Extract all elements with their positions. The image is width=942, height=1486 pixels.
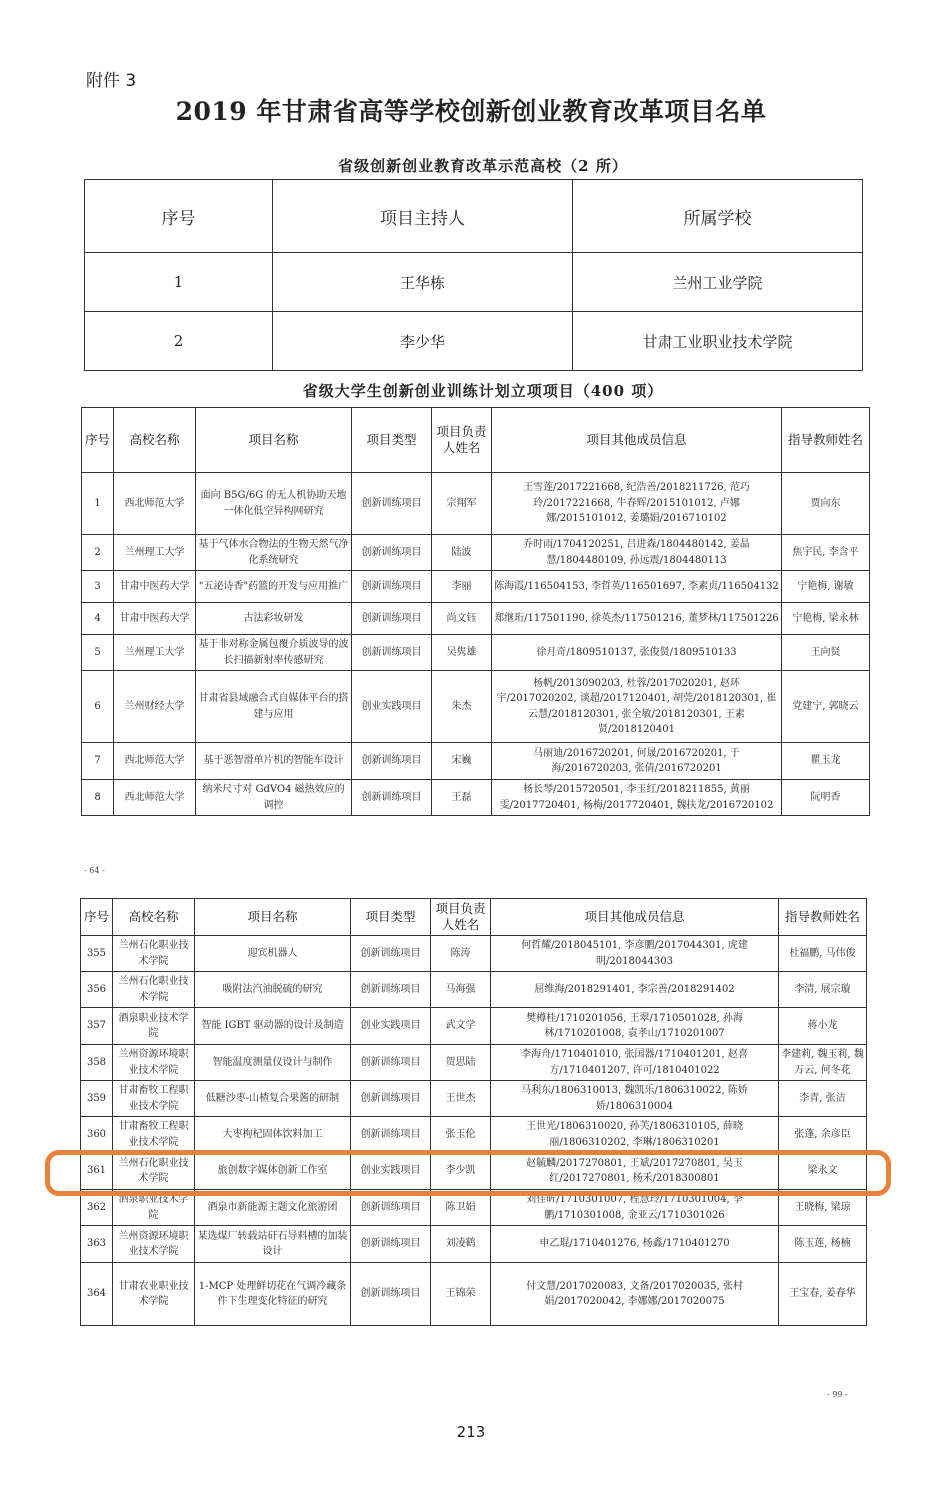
cell-members: 乔时雨/1704120251, 吕进森/1804480142, 姜晶慧/1804480109, 孙远震/1804480113 — [492, 535, 782, 571]
cell-leader: 马海强 — [431, 972, 491, 1008]
cell-university: 兰州财经大学 — [114, 671, 196, 743]
cell-advisor: 杜福鹏, 马伟俊 — [779, 936, 867, 972]
cell-project-type: 创新训练项目 — [351, 1117, 431, 1153]
cell-leader: 朱杰 — [432, 671, 492, 743]
page-footer-number: 213 — [456, 1423, 486, 1441]
header-index: 序号 — [82, 408, 114, 473]
cell-university: 甘肃农业职业技术学院 — [113, 1263, 195, 1326]
cell-host: 李少华 — [273, 312, 573, 371]
cell-members: 马丽迪/2016720201, 何晟/2016720201, 于海/2016720203, 张倩/2016720201 — [492, 743, 782, 780]
cell-university: 酒泉职业技术学院 — [113, 1008, 195, 1045]
cell-project-type: 创新训练项目 — [351, 936, 431, 972]
cell-project-type: 创新训练项目 — [352, 571, 432, 603]
cell-leader: 武文学 — [431, 1008, 491, 1045]
header-advisor: 指导教师姓名 — [779, 899, 867, 936]
cell-leader: 陆波 — [432, 535, 492, 571]
cell-project-type: 创新训练项目 — [352, 473, 432, 535]
table-row — [81, 1226, 867, 1263]
header-members: 项目其他成员信息 — [491, 899, 779, 936]
cell-leader: 王磊 — [432, 780, 492, 816]
cell-advisor: 李青, 张洁 — [779, 1081, 867, 1117]
header-index: 序号 — [85, 180, 273, 253]
cell-advisor: 瞿玉龙 — [782, 743, 870, 780]
cell-host: 王华栋 — [273, 253, 573, 312]
cell-members: 徐月奇/1809510137, 张俊贤/1809510133 — [492, 635, 782, 671]
project-table-2 — [80, 898, 867, 1326]
cell-university: 酒泉职业技术学院 — [113, 1190, 195, 1226]
cell-project-name: 酒泉市新能源主题文化旅游团 — [195, 1190, 351, 1226]
cell-index: 357 — [81, 1008, 113, 1045]
cell-leader: 李丽 — [432, 571, 492, 603]
cell-project-type: 创新训练项目 — [351, 1263, 431, 1326]
cell-project-type: 创新训练项目 — [352, 780, 432, 816]
header-project-type: 项目类型 — [351, 899, 431, 936]
cell-project-name: 大枣枸杞固体饮料加工 — [195, 1117, 351, 1153]
cell-members: 王世光/1806310020, 孙芙/1806310105, 薛晓丽/1806310202, 李琳/1806310201 — [491, 1117, 779, 1153]
cell-project-name: 吸附法汽油脱硫的研究 — [195, 972, 351, 1008]
page-number-top: - 64 - — [84, 866, 105, 875]
header-school: 所属学校 — [573, 180, 863, 253]
cell-index: 360 — [81, 1117, 113, 1153]
cell-project-name: 智能温度测量仪设计与制作 — [195, 1045, 351, 1081]
cell-project-name: 智能 IGBT 驱动器的设计及制造 — [195, 1008, 351, 1045]
cell-project-name: 基于气体水合物法的生物天然气净化系统研究 — [196, 535, 352, 571]
header-members: 项目其他成员信息 — [492, 408, 782, 473]
cell-project-type: 创新训练项目 — [352, 743, 432, 780]
cell-advisor: 梁永文 — [779, 1153, 867, 1190]
cell-index: 361 — [81, 1153, 113, 1190]
cell-project-type: 创新训练项目 — [352, 635, 432, 671]
cell-project-type: 创业实践项目 — [352, 671, 432, 743]
cell-advisor: 宁艳梅, 梁永林 — [782, 603, 870, 635]
table-row — [85, 312, 863, 371]
header-leader: 项目负责人姓名 — [432, 408, 492, 473]
table-row — [81, 936, 867, 972]
cell-members: 付文慧/2017020083, 文备/2017020035, 张村娟/2017020042, 李娜娜/2017020075 — [491, 1263, 779, 1326]
cell-index: 4 — [82, 603, 114, 635]
cell-project-type: 创新训练项目 — [351, 1081, 431, 1117]
cell-members: 杨长琴/2015720501, 李玉红/2018211855, 黄丽雯/2017720401, 杨梅/2017720401, 魏扶龙/2016720102 — [492, 780, 782, 816]
cell-index: 363 — [81, 1226, 113, 1263]
cell-advisor: 李建莉, 魏玉莉, 魏万云, 何冬花 — [779, 1045, 867, 1081]
cell-leader: 贺思陆 — [431, 1045, 491, 1081]
cell-index: 1 — [82, 473, 114, 535]
page-number-bottom: - 99 - — [827, 1390, 848, 1399]
cell-advisor: 蒋小龙 — [779, 1008, 867, 1045]
cell-index: 359 — [81, 1081, 113, 1117]
cell-leader: 李少凯 — [431, 1153, 491, 1190]
cell-project-name: 古法彩妆研发 — [196, 603, 352, 635]
cell-advisor: 王宝春, 姜春华 — [779, 1263, 867, 1326]
cell-project-name: 甘肃省县域融合式自媒体平台的搭建与应用 — [196, 671, 352, 743]
cell-project-name: 基于非对称金属包覆介质波导的波长扫描新射率传感研究 — [196, 635, 352, 671]
cell-index: 2 — [82, 535, 114, 571]
cell-university: 甘肃畜牧工程职业技术学院 — [113, 1117, 195, 1153]
cell-project-name: 低糖沙枣-山楂复合果酱的研制 — [195, 1081, 351, 1117]
cell-project-type: 创新训练项目 — [351, 1045, 431, 1081]
section2-subtitle: 省级大学生创新创业训练计划立项项目（400 项） — [302, 382, 664, 400]
header-university: 高校名称 — [114, 408, 196, 473]
cell-project-type: 创业实践项目 — [351, 1008, 431, 1045]
header-project-name: 项目名称 — [195, 899, 351, 936]
cell-advisor: 王晓梅, 梁琼 — [779, 1190, 867, 1226]
cell-members: 屈维海/2018291401, 李宗善/2018291402 — [491, 972, 779, 1008]
cell-university: 兰州资源环境职业技术学院 — [113, 1045, 195, 1081]
table-row — [81, 1045, 867, 1081]
cell-members: 刘佳昕/1710301007, 程慧玲/1710301004, 李鹏/1710301008, 金亚云/1710301026 — [491, 1190, 779, 1226]
cell-index: 1 — [85, 253, 273, 312]
table-row — [82, 635, 870, 671]
cell-leader: 张玉伦 — [431, 1117, 491, 1153]
cell-members: 郑继珩/117501190, 徐英杰/117501216, 董梦林/117501226 — [492, 603, 782, 635]
cell-project-name: "五泌诗香"药篮的开发与应用推广 — [196, 571, 352, 603]
cell-leader: 王世杰 — [431, 1081, 491, 1117]
table-row — [85, 253, 863, 312]
cell-project-name: 旅创数字媒体创新工作室 — [195, 1153, 351, 1190]
cell-project-type: 创新训练项目 — [351, 1226, 431, 1263]
cell-index: 355 — [81, 936, 113, 972]
table-row — [81, 1081, 867, 1117]
document-title: 2019 年甘肃省高等学校创新创业教育改革项目名单 — [175, 97, 767, 126]
table-header-row — [85, 180, 863, 253]
cell-school: 甘肃工业职业技术学院 — [573, 312, 863, 371]
attachment-label: 附件 3 — [86, 71, 137, 91]
cell-advisor: 张蓬, 余彦臣 — [779, 1117, 867, 1153]
cell-advisor: 阮明香 — [782, 780, 870, 816]
cell-members: 陈海霞/116504153, 李哲英/116501697, 李素贞/116504132 — [492, 571, 782, 603]
cell-project-name: 面向 B5G/6G 的无人机协助天地一体化低空异构网研究 — [196, 473, 352, 535]
header-project-name: 项目名称 — [196, 408, 352, 473]
cell-project-type: 创新训练项目 — [352, 535, 432, 571]
cell-index: 364 — [81, 1263, 113, 1326]
cell-members: 李海舟/1710401010, 张国器/1710401201, 赵喜方/1710401207, 许可/1810401022 — [491, 1045, 779, 1081]
table-row — [82, 780, 870, 816]
cell-index: 3 — [82, 571, 114, 603]
cell-university: 兰州石化职业技术学院 — [113, 972, 195, 1008]
cell-university: 西北师范大学 — [114, 780, 196, 816]
cell-index: 8 — [82, 780, 114, 816]
cell-index: 5 — [82, 635, 114, 671]
header-advisor: 指导教师姓名 — [782, 408, 870, 473]
cell-leader: 宗翔军 — [432, 473, 492, 535]
cell-members: 樊樽桂/1710201056, 王翠/1710501028, 孙海林/1710201008, 袁孝山/1710201007 — [491, 1008, 779, 1045]
cell-project-name: 纳米尺寸对 GdVO4 磁热效应的调控 — [196, 780, 352, 816]
cell-school: 兰州工业学院 — [573, 253, 863, 312]
cell-university: 西北师范大学 — [114, 473, 196, 535]
cell-advisor: 焦宇民, 李含平 — [782, 535, 870, 571]
cell-leader: 吴隽雄 — [432, 635, 492, 671]
cell-members: 何哲耀/2018045101, 李彦鹏/2017044301, 虎建明/2018044303 — [491, 936, 779, 972]
cell-university: 甘肃畜牧工程职业技术学院 — [113, 1081, 195, 1117]
cell-members: 杨帆/2013090203, 杜蓉/2017020201, 赵环宇/2017020202, 谈超/2017120401, 胡莞/2018120301, 崔云慧/2018120301, 张全敏/2018120301, 王素贤/2018120401 — [492, 671, 782, 743]
table-row — [82, 743, 870, 780]
cell-members: 赵毓麟/2017270801, 王斌/2017270801, 吴玉红/2017270801, 杨禾/2018300801 — [491, 1153, 779, 1190]
cell-advisor: 宁艳梅, 谢敏 — [782, 571, 870, 603]
cell-project-type: 创新训练项目 — [352, 603, 432, 635]
cell-advisor: 陈玉莲, 杨楠 — [779, 1226, 867, 1263]
cell-index: 6 — [82, 671, 114, 743]
cell-university: 兰州理工大学 — [114, 535, 196, 571]
cell-members: 马利东/1806310013, 魏凯乐/1806310022, 陈娇娇/1806310004 — [491, 1081, 779, 1117]
table-header-row — [82, 408, 870, 473]
table-header-row — [81, 899, 867, 936]
cell-university: 甘肃中医药大学 — [114, 603, 196, 635]
cell-project-name: 基于恶智滑单片机的智能车设计 — [196, 743, 352, 780]
project-table-1 — [81, 407, 870, 816]
header-university: 高校名称 — [113, 899, 195, 936]
cell-university: 甘肃中医药大学 — [114, 571, 196, 603]
cell-advisor: 李清, 展宗璇 — [779, 972, 867, 1008]
cell-advisor: 贾向东 — [782, 473, 870, 535]
cell-advisor: 王向贤 — [782, 635, 870, 671]
cell-leader: 宋巍 — [432, 743, 492, 780]
table-row — [81, 1263, 867, 1326]
cell-index: 356 — [81, 972, 113, 1008]
header-index: 序号 — [81, 899, 113, 936]
cell-advisor: 党建宁, 郭晓云 — [782, 671, 870, 743]
cell-project-name: 某选煤厂转载站矸石导料槽的加装设计 — [195, 1226, 351, 1263]
cell-project-type: 创业实践项目 — [351, 1153, 431, 1190]
table-row — [81, 1117, 867, 1153]
highlight-box — [45, 1150, 891, 1196]
cell-project-name: 1-MCP 处理鲜切花在气调冷藏条件下生理变化特征的研究 — [195, 1263, 351, 1326]
cell-leader: 刘凌鹤 — [431, 1226, 491, 1263]
table-row — [82, 473, 870, 535]
table-row — [81, 972, 867, 1008]
cell-leader: 尚文钰 — [432, 603, 492, 635]
cell-index: 362 — [81, 1190, 113, 1226]
cell-members: 王雪莲/2017221668, 纪浩善/2018211726, 范巧玲/2017221668, 牛春辉/2015101012, 卢娜娜/2015101012, 姜璐娟/2016710102 — [492, 473, 782, 535]
header-host: 项目主持人 — [273, 180, 573, 253]
cell-index: 358 — [81, 1045, 113, 1081]
cell-project-type: 创新训练项目 — [351, 1190, 431, 1226]
cell-leader: 陈卫娟 — [431, 1190, 491, 1226]
table-row — [82, 671, 870, 743]
cell-index: 7 — [82, 743, 114, 780]
cell-leader: 陈涛 — [431, 936, 491, 972]
demo-school-table — [84, 179, 863, 371]
table-row — [82, 535, 870, 571]
cell-project-type: 创新训练项目 — [351, 972, 431, 1008]
cell-leader: 王锦荣 — [431, 1263, 491, 1326]
section1-subtitle: 省级创新创业教育改革示范高校（2 所） — [338, 157, 628, 175]
table-row — [82, 571, 870, 603]
header-leader: 项目负责人姓名 — [431, 899, 491, 936]
header-project-type: 项目类型 — [352, 408, 432, 473]
cell-project-name: 迎宾机器人 — [195, 936, 351, 972]
cell-members: 申乙琨/1710401276, 杨鑫/1710401270 — [491, 1226, 779, 1263]
table-row — [81, 1008, 867, 1045]
cell-university: 兰州理工大学 — [114, 635, 196, 671]
cell-university: 西北师范大学 — [114, 743, 196, 780]
table-row — [82, 603, 870, 635]
cell-university: 兰州石化职业技术学院 — [113, 936, 195, 972]
cell-university: 兰州资源环境职业技术学院 — [113, 1226, 195, 1263]
cell-university: 兰州石化职业技术学院 — [113, 1153, 195, 1190]
cell-index: 2 — [85, 312, 273, 371]
